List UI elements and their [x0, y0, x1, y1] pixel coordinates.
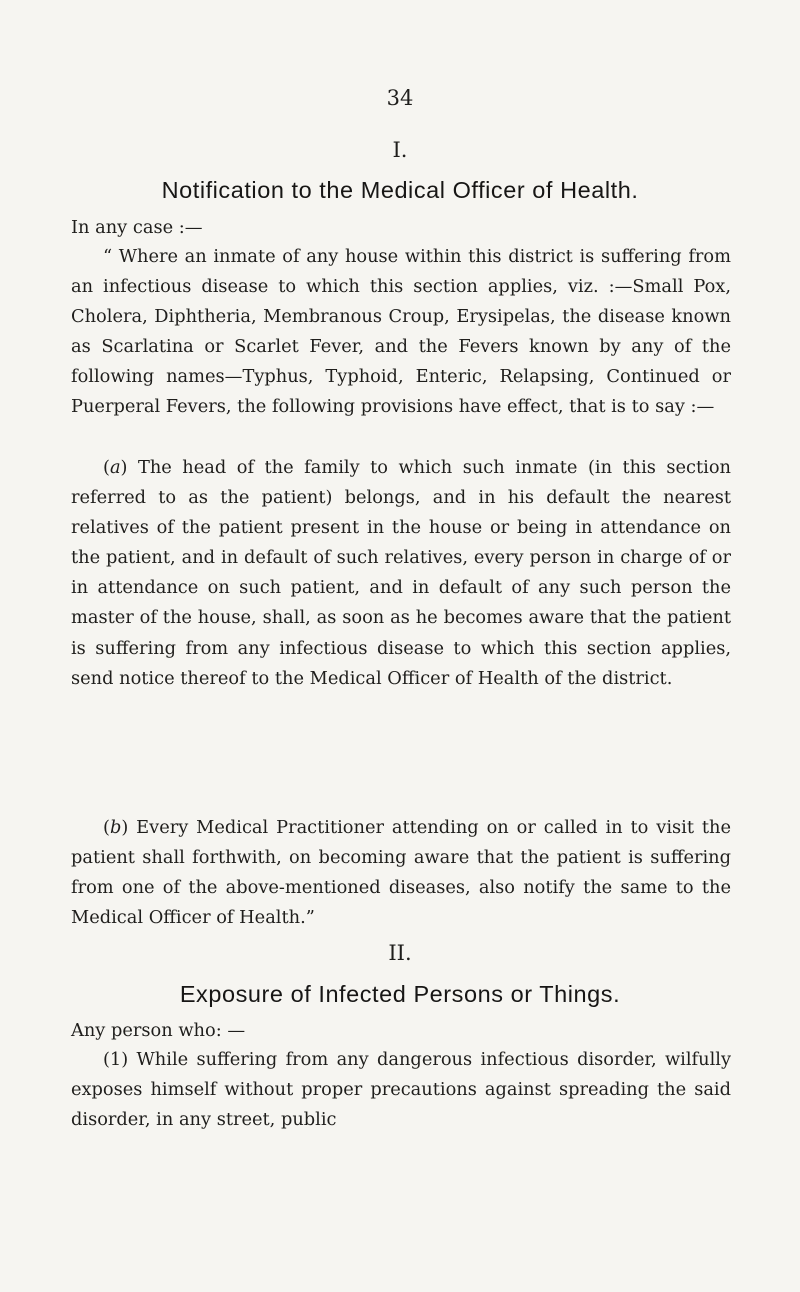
- item-b-text: Every Medical Practitioner attending on or called in to visit the patient shall forthwith, on becoming aware that the patient is suffering from one of the above-mentioned diseases, also notify the same to the Medical Officer of Health.”: [71, 817, 731, 929]
- section-1-numeral: I.: [392, 138, 408, 162]
- section-1-item-b: (b) Every Medical Practitioner attending on or called in to visit the patient shall forthwith, on becoming aware that the patient is suffering from one of the above-mentioned diseases, also notify the same to the Medical Officer of Health.”: [71, 817, 731, 929]
- section-1-item-a: (a) The head of the family to which such inmate (in this section referred to as the patient) belongs, and in his default the nearest relatives of the patient present in the house or being in attendance on the patient, and in default of such relatives, every person in charge of or in attendance on such patient, and in default of any such person the master of the house, shall, as soon as he becomes aware that the patient is suffering from any infectious disease to which this section applies, send notice thereof to the Medical Officer of Health of the district.: [71, 457, 732, 689]
- item-1-text: While suffering from any dangerous infectious disorder, wilfully exposes himself without proper precautions against spreading the said disorder, in any street, public: [71, 1049, 731, 1131]
- section-2-intro: Any person who: —: [71, 1020, 246, 1041]
- item-a-marker: a: [109, 457, 121, 478]
- section-1-intro: In any case :—: [71, 217, 203, 238]
- section-1-title: Notification to the Medical Officer of Health.: [161, 177, 639, 203]
- item-1-marker: (1): [103, 1049, 129, 1070]
- section-2-title: Exposure of Infected Persons or Things.: [179, 981, 621, 1007]
- section-2-item-1: [71, 1045, 731, 1135]
- section-1-quote: “ Where an inmate of any house within this district is suffering from an infectious disease to which this section applies, viz. :—Small Pox, Cholera, Diphtheria, Membranous Croup, Erysipelas, the disease known as Scarlatina or Scarlet Fever, and the Fevers known by any of the following names—Typhus, Typhoid, Enteric, Relapsing, Continued or Puerperal Fevers, the following provisions have effect, that is to say :—: [71, 246, 731, 418]
- item-a-text: The head of the family to which such inmate (in this section referred to as the patient) belongs, and in his default the nearest relatives of the patient present in the house or being in attendance on the patient, and in default of such relatives, every person in charge of or in attendance on such patient, and in default of any such person the master of the house, shall, as soon as he becomes aware that the patient is suffering from any infectious disease to which this section applies, send notice thereof to the Medical Officer of Health of the district.: [71, 457, 732, 689]
- section-2-numeral: II.: [388, 941, 412, 965]
- page-number: 34: [386, 86, 414, 110]
- item-b-marker: b: [109, 817, 122, 838]
